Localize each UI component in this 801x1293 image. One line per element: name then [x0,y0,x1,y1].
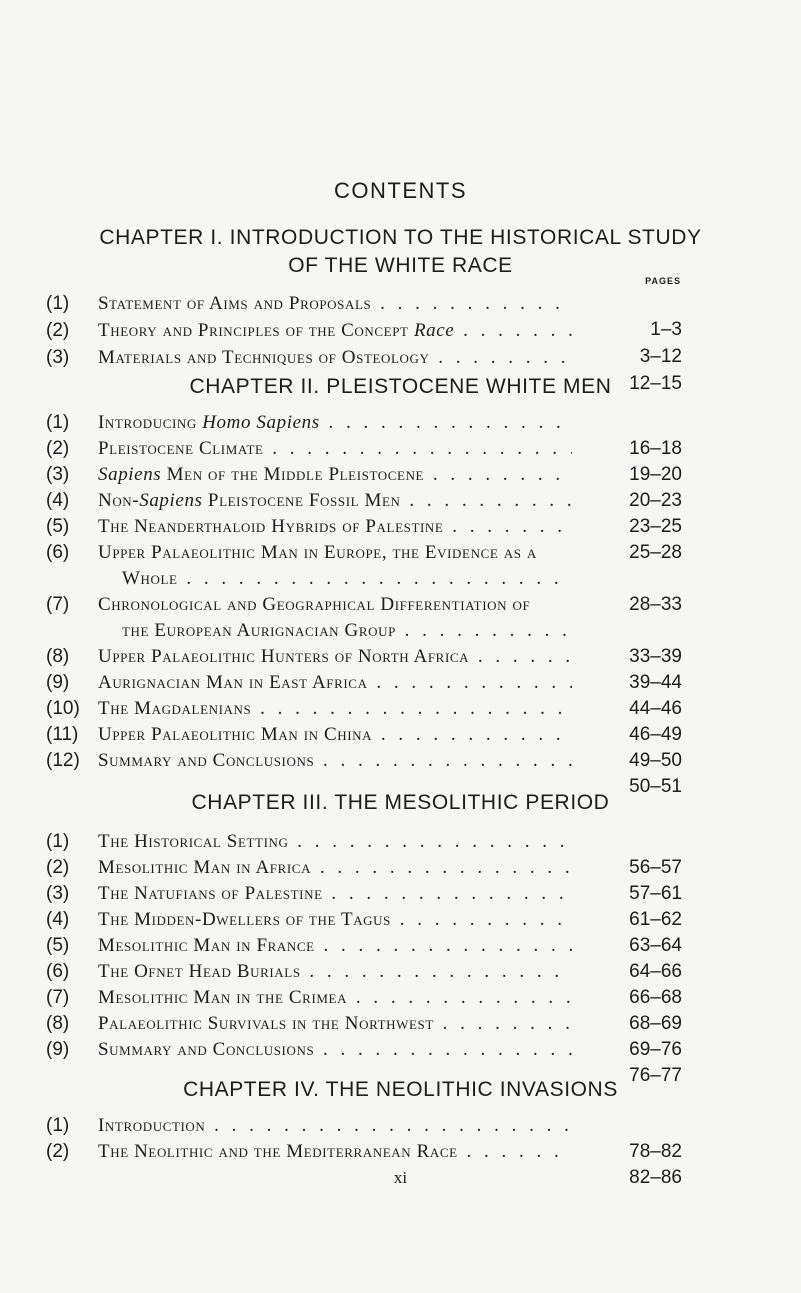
entry-title: Mesolithic Man in France . . . [98,933,572,959]
entry-number: (2) [46,320,70,341]
entry-pages: 12–15 [629,373,682,394]
entry-title: Summary and Conclusions . . . [98,748,572,774]
entry-number: (3) [46,347,70,368]
entry-title: The Neanderthaloid Hybrids of Palestine . . . [98,514,572,540]
chapter-heading: CHAPTER III. THE MESOLITHIC PERIOD [191,791,610,814]
entry-number: (12) [46,750,80,771]
entry-title: Statement of Aims and Proposals . . . [98,291,572,317]
entry-title: Introduction . . . [98,1113,572,1139]
entry-pages: 39–44 [629,672,682,693]
entry-pages: 66–68 [629,987,682,1008]
entry-number: (7) [46,594,70,615]
entry-title: The Magdalenians . . . [98,696,572,722]
entry-title: Non-Sapiens Pleistocene Fossil Men . . . [98,488,572,514]
entry-pages: 63–64 [629,935,682,956]
chapter-heading: CHAPTER I. INTRODUCTION TO THE HISTORICAL STUDY [99,226,702,249]
entry-pages: 57–61 [629,883,682,904]
entry-title: Theory and Principles of the Concept Race . . . [98,318,572,344]
entry-title: Upper Palaeolithic Man in China . . . [98,722,572,748]
entry-title-continued: the European Aurignacian Group . . . [122,618,572,644]
entry-number: (10) [46,698,80,719]
entry-pages: 69–76 [629,1039,682,1060]
entry-title: Materials and Techniques of Osteology . . . [98,345,572,371]
entry-title: Mesolithic Man in the Crimea . . . [98,985,572,1011]
entry-number: (1) [46,412,70,433]
entry-title: The Historical Setting . . . [98,829,572,855]
entry-title: Mesolithic Man in Africa . . . [98,855,572,881]
toc-entry [46,592,682,618]
entry-number: (2) [46,1141,70,1162]
entry-pages: 1–3 [650,319,682,340]
entry-pages: 28–33 [629,594,682,615]
entry-title: The Natufians of Palestine . . . [98,881,572,907]
entry-pages: 76–77 [629,1065,682,1086]
entry-title: Aurignacian Man in East Africa . . . [98,670,572,696]
entry-pages: 82–86 [629,1167,682,1188]
entry-pages: 78–82 [629,1141,682,1162]
entry-number: (5) [46,516,70,537]
entry-number: (6) [46,542,70,563]
page-number: xi [393,1168,408,1187]
entry-pages: 25–28 [629,542,682,563]
entry-number: (9) [46,1039,70,1060]
entry-pages: 19–20 [629,464,682,485]
entry-pages: 46–49 [629,724,682,745]
entry-pages: 20–23 [629,490,682,511]
pages-label: PAGES [645,276,681,286]
chapter-heading: CHAPTER II. PLEISTOCENE WHITE MEN [189,375,612,398]
entry-number: (8) [46,646,70,667]
entry-number: (1) [46,831,70,852]
entry-number: (1) [46,1115,70,1136]
entry-pages: 44–46 [629,698,682,719]
entry-title: The Neolithic and the Mediterranean Race . . . [98,1139,572,1165]
entry-number: (4) [46,909,70,930]
entry-title: Sapiens Men of the Middle Pleistocene . . . [98,462,572,488]
entry-number: (1) [46,293,70,314]
entry-title: Summary and Conclusions . . . [98,1037,572,1063]
chapter-heading: CHAPTER IV. THE NEOLITHIC INVASIONS [183,1078,618,1101]
entry-pages: 56–57 [629,857,682,878]
page-title: CONTENTS [334,178,467,203]
entry-pages: 68–69 [629,1013,682,1034]
entry-number: (6) [46,961,70,982]
entry-number: (2) [46,857,70,878]
entry-pages: 64–66 [629,961,682,982]
entry-title: Chronological and Geographical Differentiation of [98,594,531,615]
entry-number: (11) [46,724,79,745]
entry-pages: 3–12 [639,346,682,367]
entry-title: The Ofnet Head Burials . . . [98,959,572,985]
entry-pages: 23–25 [629,516,682,537]
entry-number: (9) [46,672,70,693]
entry-number: (4) [46,490,70,511]
entry-title: Introducing Homo Sapiens . . . [98,410,572,436]
entry-pages: 61–62 [629,909,682,930]
entry-title: Upper Palaeolithic Man in Europe, the Evidence as a [98,542,537,563]
entry-number: (5) [46,935,70,956]
entry-number: (7) [46,987,70,1008]
entry-pages: 50–51 [629,776,682,797]
toc-entry [46,540,682,566]
entry-title: The Midden-Dwellers of the Tagus . . . [98,907,572,933]
entry-number: (2) [46,438,70,459]
entry-number: (3) [46,883,70,904]
entry-number: (3) [46,464,70,485]
entry-number: (8) [46,1013,70,1034]
entry-pages: 16–18 [629,438,682,459]
entry-title: Upper Palaeolithic Hunters of North Africa . . . [98,644,572,670]
entry-pages: 49–50 [629,750,682,771]
toc-entry [46,748,682,797]
entry-pages: 33–39 [629,646,682,667]
chapter-heading-line2: OF THE WHITE RACE [288,254,513,277]
entry-title: Pleistocene Climate . . . [98,436,572,462]
toc-entry [46,1037,682,1086]
entry-title: Palaeolithic Survivals in the Northwest . . . [98,1011,572,1037]
entry-title-continued: Whole . . . [122,566,572,592]
